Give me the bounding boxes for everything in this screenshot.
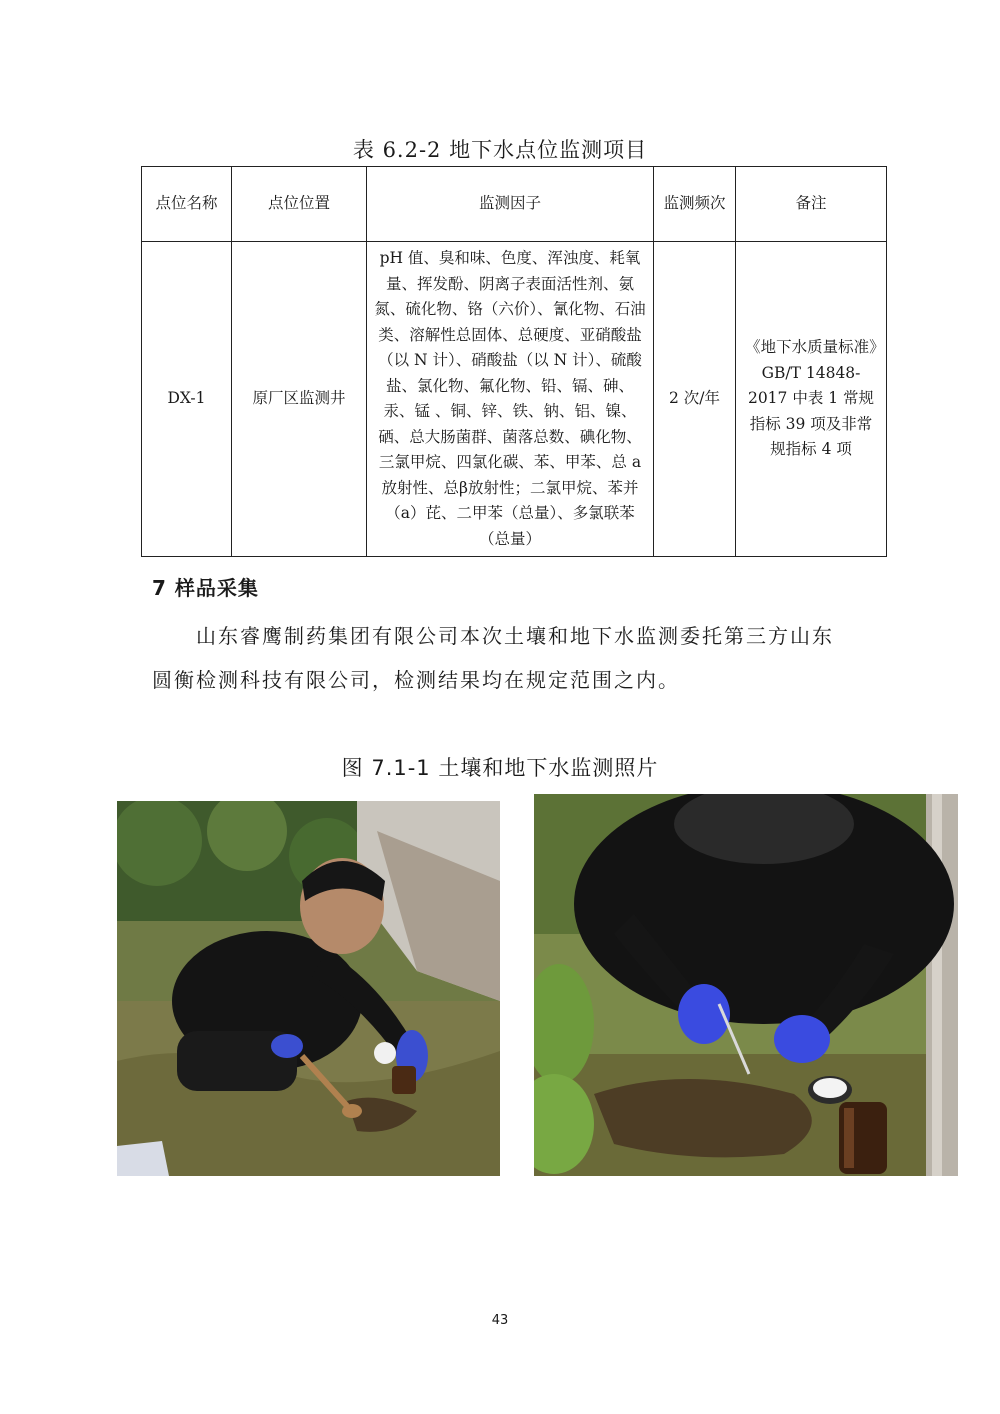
- header-remarks: 备注: [736, 167, 887, 242]
- page-number: 43: [491, 1313, 509, 1328]
- table-header-row: [142, 167, 887, 242]
- figure-caption: 图 7.1-1 土壤和地下水监测照片: [341, 756, 659, 780]
- cell-monitoring-frequency: 2 次/年: [654, 242, 736, 557]
- cell-monitoring-factors: pH 值、臭和味、色度、浑浊度、耗氧量、挥发酚、阴离子表面活性剂、氨氮、硫化物、铬（六价）、氰化物、石油类、溶解性总固体、总硬度、亚硝酸盐（以 N 计）、硝酸盐（以 N 计）、硫酸盐、氯化物、氟化物、铅、镉、砷、汞、锰 、铜、锌、铁、钠、铝、镍、硒、总大肠菌群、菌落总数、碘化物、三氯甲烷、四氯化碳、苯、甲苯、总 a 放射性、总β放射性；二氯甲烷、苯并（a）芘、二甲苯（总量）、多氯联苯（总量）: [367, 242, 654, 557]
- body-paragraph: 山东睿鹰制药集团有限公司本次土壤和地下水监测委托第三方山东圆衡检测科技有限公司，检测结果均在规定范围之内。: [152, 624, 834, 692]
- header-monitoring-factors: 监测因子: [367, 167, 654, 242]
- table-row: [142, 242, 887, 557]
- cell-point-name: DX-1: [142, 242, 232, 557]
- cell-point-location: 原厂区监测井: [232, 242, 367, 557]
- header-point-name: 点位名称: [142, 167, 232, 242]
- soil-sampling-photo: [117, 801, 500, 1176]
- table-caption: 表 6.2-2 地下水点位监测项目: [352, 138, 648, 162]
- groundwater-sampling-photo: [534, 794, 958, 1176]
- header-point-location: 点位位置: [232, 167, 367, 242]
- groundwater-monitoring-table: [141, 166, 887, 557]
- cell-remarks: 《地下水质量标准》GB/T 14848-2017 中表 1 常规指标 39 项及非常规指标 4 项: [736, 242, 887, 557]
- section-heading: 7 样品采集: [152, 576, 259, 600]
- header-monitoring-frequency: 监测频次: [654, 167, 736, 242]
